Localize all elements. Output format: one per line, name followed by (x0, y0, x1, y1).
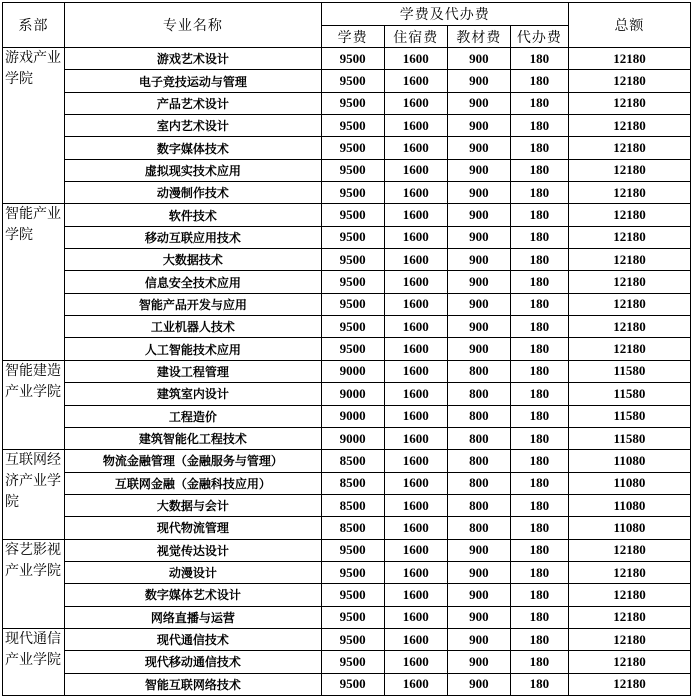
textbook-cell: 900 (447, 561, 510, 583)
tuition-cell: 9500 (321, 48, 384, 70)
total-cell: 12180 (568, 539, 690, 561)
agency-cell: 180 (510, 360, 568, 382)
table-row (3, 137, 691, 159)
textbook-cell: 900 (447, 584, 510, 606)
lodging-cell: 1600 (384, 182, 447, 204)
agency-cell: 180 (510, 651, 568, 673)
major-name-cell: 数字媒体艺术设计 (65, 584, 322, 606)
total-cell: 12180 (568, 48, 690, 70)
textbook-cell: 800 (447, 450, 510, 472)
agency-cell: 180 (510, 48, 568, 70)
agency-cell: 180 (510, 517, 568, 539)
table-row (3, 628, 691, 650)
agency-cell: 180 (510, 584, 568, 606)
agency-cell: 180 (510, 427, 568, 449)
table-row (3, 405, 691, 427)
lodging-cell: 1600 (384, 360, 447, 382)
agency-cell: 180 (510, 494, 568, 516)
textbook-cell: 900 (447, 651, 510, 673)
header-fee-group: 学费及代办费 (321, 3, 568, 26)
total-cell: 12180 (568, 606, 690, 628)
table-row (3, 182, 691, 204)
department-name-line: 容艺影视 (5, 541, 61, 558)
tuition-cell: 9500 (321, 271, 384, 293)
major-name-cell: 产品艺术设计 (65, 92, 322, 114)
agency-cell: 180 (510, 182, 568, 204)
table-row (3, 472, 691, 494)
tuition-cell: 9500 (321, 293, 384, 315)
total-cell: 12180 (568, 92, 690, 114)
table-row (3, 539, 691, 561)
major-name-cell: 游戏艺术设计 (65, 48, 322, 70)
lodging-cell: 1600 (384, 472, 447, 494)
total-cell: 12180 (568, 249, 690, 271)
total-cell: 12180 (568, 137, 690, 159)
major-name-cell: 建设工程管理 (65, 360, 322, 382)
department-cell (3, 628, 65, 695)
lodging-cell: 1600 (384, 517, 447, 539)
textbook-cell: 900 (447, 249, 510, 271)
table-row (3, 293, 691, 315)
lodging-cell: 1600 (384, 494, 447, 516)
tuition-cell: 9500 (321, 249, 384, 271)
total-cell: 11580 (568, 427, 690, 449)
tuition-cell: 9500 (321, 673, 384, 695)
table-row (3, 427, 691, 449)
textbook-cell: 900 (447, 628, 510, 650)
agency-cell: 180 (510, 673, 568, 695)
total-cell: 12180 (568, 226, 690, 248)
textbook-cell: 900 (447, 182, 510, 204)
agency-cell: 180 (510, 383, 568, 405)
textbook-cell: 900 (447, 92, 510, 114)
table-row (3, 226, 691, 248)
department-name-line: 智能建造 (5, 362, 61, 379)
major-name-cell: 信息安全技术应用 (65, 271, 322, 293)
lodging-cell: 1600 (384, 606, 447, 628)
lodging-cell: 1600 (384, 628, 447, 650)
lodging-cell: 1600 (384, 115, 447, 137)
header-dept: 系部 (3, 3, 65, 48)
textbook-cell: 900 (447, 338, 510, 360)
header-agency: 代办费 (510, 26, 568, 48)
table-row (3, 48, 691, 70)
lodging-cell: 1600 (384, 316, 447, 338)
major-name-cell: 网络直播与运营 (65, 606, 322, 628)
total-cell: 12180 (568, 293, 690, 315)
total-cell: 11080 (568, 472, 690, 494)
lodging-cell: 1600 (384, 584, 447, 606)
department-cell (3, 204, 65, 360)
lodging-cell: 1600 (384, 405, 447, 427)
textbook-cell: 900 (447, 48, 510, 70)
lodging-cell: 1600 (384, 137, 447, 159)
agency-cell: 180 (510, 204, 568, 226)
textbook-cell: 900 (447, 539, 510, 561)
major-name-cell: 大数据与会计 (65, 494, 322, 516)
table-row (3, 561, 691, 583)
table-row (3, 159, 691, 181)
textbook-cell: 900 (447, 226, 510, 248)
table-row (3, 338, 691, 360)
lodging-cell: 1600 (384, 159, 447, 181)
total-cell: 12180 (568, 159, 690, 181)
total-cell: 12180 (568, 271, 690, 293)
tuition-cell: 9500 (321, 651, 384, 673)
total-cell: 12180 (568, 584, 690, 606)
agency-cell: 180 (510, 316, 568, 338)
total-cell: 11080 (568, 517, 690, 539)
major-name-cell: 人工智能技术应用 (65, 338, 322, 360)
tuition-cell: 9000 (321, 427, 384, 449)
agency-cell: 180 (510, 628, 568, 650)
tuition-cell: 9500 (321, 70, 384, 92)
table-row (3, 450, 691, 472)
tuition-cell: 9500 (321, 561, 384, 583)
tuition-cell: 9500 (321, 204, 384, 226)
table-row (3, 92, 691, 114)
textbook-cell: 900 (447, 159, 510, 181)
textbook-cell: 900 (447, 271, 510, 293)
textbook-cell: 800 (447, 517, 510, 539)
tuition-cell: 9000 (321, 360, 384, 382)
tuition-cell: 9500 (321, 92, 384, 114)
tuition-cell: 9500 (321, 137, 384, 159)
lodging-cell: 1600 (384, 70, 447, 92)
agency-cell: 180 (510, 539, 568, 561)
table-row (3, 673, 691, 695)
agency-cell: 180 (510, 561, 568, 583)
department-cell (3, 539, 65, 628)
table-row (3, 249, 691, 271)
major-name-cell: 动漫设计 (65, 561, 322, 583)
major-name-cell: 软件技术 (65, 204, 322, 226)
lodging-cell: 1600 (384, 249, 447, 271)
textbook-cell: 900 (447, 673, 510, 695)
textbook-cell: 900 (447, 70, 510, 92)
textbook-cell: 800 (447, 405, 510, 427)
fee-table-body (3, 48, 691, 696)
major-name-cell: 室内艺术设计 (65, 115, 322, 137)
textbook-cell: 900 (447, 137, 510, 159)
major-name-cell: 智能产品开发与应用 (65, 293, 322, 315)
textbook-cell: 900 (447, 115, 510, 137)
total-cell: 12180 (568, 204, 690, 226)
total-cell: 12180 (568, 70, 690, 92)
table-row (3, 383, 691, 405)
department-name-line: 院 (5, 494, 19, 511)
lodging-cell: 1600 (384, 271, 447, 293)
lodging-cell: 1600 (384, 450, 447, 472)
major-name-cell: 互联网金融（金融科技应用） (65, 472, 322, 494)
tuition-cell: 9000 (321, 383, 384, 405)
textbook-cell: 900 (447, 316, 510, 338)
total-cell: 11580 (568, 360, 690, 382)
table-row (3, 271, 691, 293)
tuition-cell: 8500 (321, 494, 384, 516)
table-row (3, 584, 691, 606)
tuition-cell: 9500 (321, 628, 384, 650)
total-cell: 11580 (568, 405, 690, 427)
agency-cell: 180 (510, 338, 568, 360)
major-name-cell: 数字媒体技术 (65, 137, 322, 159)
total-cell: 12180 (568, 628, 690, 650)
header-major: 专业名称 (65, 3, 322, 48)
lodging-cell: 1600 (384, 338, 447, 360)
department-name-line: 学院 (5, 71, 33, 87)
agency-cell: 180 (510, 472, 568, 494)
lodging-cell: 1600 (384, 673, 447, 695)
department-name-line: 智能产业 (5, 206, 61, 223)
agency-cell: 180 (510, 271, 568, 293)
lodging-cell: 1600 (384, 226, 447, 248)
textbook-cell: 800 (447, 427, 510, 449)
major-name-cell: 移动互联应用技术 (65, 226, 322, 248)
total-cell: 12180 (568, 338, 690, 360)
agency-cell: 180 (510, 226, 568, 248)
lodging-cell: 1600 (384, 48, 447, 70)
major-name-cell: 现代移动通信技术 (65, 651, 322, 673)
table-row (3, 606, 691, 628)
header-row (3, 3, 691, 26)
table-row (3, 204, 691, 226)
department-name-line: 学院 (5, 227, 33, 244)
lodging-cell: 1600 (384, 561, 447, 583)
total-cell: 11580 (568, 383, 690, 405)
tuition-cell: 9500 (321, 159, 384, 181)
department-name-line: 产业学院 (5, 651, 61, 668)
lodging-cell: 1600 (384, 651, 447, 673)
tuition-cell: 9500 (321, 182, 384, 204)
textbook-cell: 900 (447, 293, 510, 315)
agency-cell: 180 (510, 115, 568, 137)
textbook-cell: 800 (447, 494, 510, 516)
major-name-cell: 动漫制作技术 (65, 182, 322, 204)
agency-cell: 180 (510, 70, 568, 92)
total-cell: 11080 (568, 450, 690, 472)
agency-cell: 180 (510, 293, 568, 315)
tuition-cell: 9500 (321, 584, 384, 606)
table-row (3, 494, 691, 516)
fee-table (2, 2, 691, 696)
textbook-cell: 800 (447, 360, 510, 382)
agency-cell: 180 (510, 92, 568, 114)
major-name-cell: 虚拟现实技术应用 (65, 159, 322, 181)
agency-cell: 180 (510, 137, 568, 159)
total-cell: 11080 (568, 494, 690, 516)
agency-cell: 180 (510, 405, 568, 427)
total-cell: 12180 (568, 115, 690, 137)
table-row (3, 360, 691, 382)
table-row (3, 651, 691, 673)
major-name-cell: 大数据技术 (65, 249, 322, 271)
total-cell: 12180 (568, 182, 690, 204)
total-cell: 12180 (568, 651, 690, 673)
tuition-cell: 8500 (321, 517, 384, 539)
department-cell (3, 360, 65, 449)
tuition-cell: 9500 (321, 539, 384, 561)
major-name-cell: 电子竞技运动与管理 (65, 70, 322, 92)
major-name-cell: 物流金融管理（金融服务与管理） (65, 450, 322, 472)
department-name-line: 产业学院 (5, 562, 61, 579)
tuition-cell: 8500 (321, 472, 384, 494)
department-cell (3, 48, 65, 204)
textbook-cell: 900 (447, 606, 510, 628)
major-name-cell: 建筑室内设计 (65, 383, 322, 405)
agency-cell: 180 (510, 159, 568, 181)
agency-cell: 180 (510, 249, 568, 271)
tuition-cell: 9500 (321, 226, 384, 248)
lodging-cell: 1600 (384, 427, 447, 449)
table-row (3, 70, 691, 92)
major-name-cell: 现代物流管理 (65, 517, 322, 539)
tuition-cell: 9500 (321, 338, 384, 360)
tuition-cell: 9500 (321, 316, 384, 338)
department-cell (3, 450, 65, 539)
tuition-cell: 8500 (321, 450, 384, 472)
header-total: 总额 (568, 3, 690, 48)
total-cell: 12180 (568, 561, 690, 583)
lodging-cell: 1600 (384, 539, 447, 561)
tuition-cell: 9500 (321, 115, 384, 137)
header-textbook: 教材费 (447, 26, 510, 48)
tuition-cell: 9000 (321, 405, 384, 427)
header-tuition: 学费 (321, 26, 384, 48)
department-name-line: 产业学院 (5, 383, 61, 400)
department-name-line: 济产业学 (5, 473, 61, 490)
department-name-line: 互联网经 (5, 452, 61, 469)
major-name-cell: 现代通信技术 (65, 628, 322, 650)
textbook-cell: 800 (447, 383, 510, 405)
agency-cell: 180 (510, 606, 568, 628)
lodging-cell: 1600 (384, 204, 447, 226)
table-row (3, 316, 691, 338)
major-name-cell: 工程造价 (65, 405, 322, 427)
table-row (3, 115, 691, 137)
agency-cell: 180 (510, 450, 568, 472)
major-name-cell: 智能互联网络技术 (65, 673, 322, 695)
textbook-cell: 900 (447, 204, 510, 226)
tuition-cell: 9500 (321, 606, 384, 628)
table-row (3, 517, 691, 539)
major-name-cell: 工业机器人技术 (65, 316, 322, 338)
major-name-cell: 视觉传达设计 (65, 539, 322, 561)
header-lodging: 住宿费 (384, 26, 447, 48)
total-cell: 12180 (568, 673, 690, 695)
total-cell: 12180 (568, 316, 690, 338)
major-name-cell: 建筑智能化工程技术 (65, 427, 322, 449)
lodging-cell: 1600 (384, 92, 447, 114)
textbook-cell: 800 (447, 472, 510, 494)
lodging-cell: 1600 (384, 383, 447, 405)
lodging-cell: 1600 (384, 293, 447, 315)
department-name-line: 现代通信 (5, 630, 61, 647)
department-name-line: 游戏产业 (5, 50, 61, 66)
